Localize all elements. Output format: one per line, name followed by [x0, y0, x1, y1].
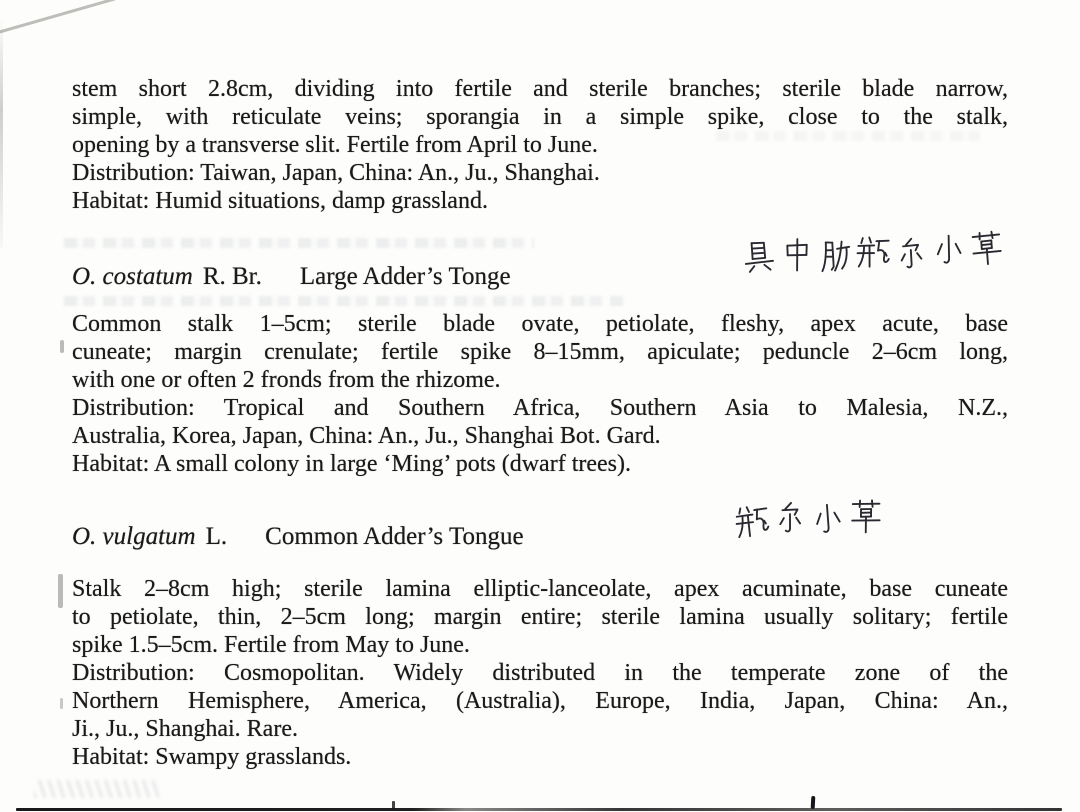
- description-paragraph-costatum: [72, 310, 1008, 478]
- text-line: Australia, Korea, Japan, China: An., Ju., Shanghai Bot. Gard.: [72, 423, 661, 449]
- bleed-through-ghost-handwriting: [34, 780, 159, 798]
- text-line: opening by a transverse slit. Fertile from April to June.: [72, 132, 598, 158]
- scan-artifact-left-edge: [0, 18, 3, 248]
- hanzi-glyph: [848, 494, 885, 540]
- hanzi-glyph: [930, 228, 967, 275]
- text-line: Stalk 2–8cm high; sterile lamina elliptic-lanceolate, apex acuminate, base cuneate: [72, 576, 1008, 602]
- hanzi-glyph: [739, 234, 779, 283]
- text-line: simple, with reticulate veins; sporangia in a simple spike, close to the stalk,: [72, 104, 1008, 130]
- scan-artifact-cutoff-stroke: [392, 801, 395, 809]
- description-paragraph-vulgatum: [72, 575, 1008, 771]
- text-line: Common stalk 1–5cm; sterile blade ovate, petiolate, fleshy, apex acute, base: [72, 311, 1008, 337]
- scan-artifact-cutoff-stroke: [811, 796, 816, 809]
- scan-artifact-bottom-cutoff-line: [16, 808, 1062, 811]
- hanzi-glyph: [855, 230, 892, 276]
- text-line: with one or often 2 fronds from the rhizome.: [72, 367, 501, 393]
- text-line: Habitat: Swampy grasslands.: [72, 744, 352, 770]
- text-line: stem short 2.8cm, dividing into fertile and sterile branches; sterile blade narrow,: [72, 76, 1008, 102]
- text-line: Distribution: Tropical and Southern Africa, Southern Asia to Malesia, N.Z.,: [72, 395, 1008, 421]
- hanzi-glyph: [808, 496, 847, 545]
- hanzi-glyph: [967, 224, 1006, 273]
- text-line: Distribution: Cosmopolitan. Widely distributed in the temperate zone of the: [72, 660, 1008, 686]
- scan-artifact-speck: [60, 340, 64, 353]
- text-line: spike 1.5–5cm. Fertile from May to June.: [72, 632, 470, 658]
- text-line: cuneate; margin crenulate; fertile spike 8–15mm, apiculate; peduncle 2–6cm long,: [72, 339, 1008, 365]
- species-authority: R. Br.: [202, 263, 262, 290]
- hanzi-glyph: [892, 231, 931, 279]
- species-authority: L.: [205, 523, 228, 550]
- scan-artifact-speck: [58, 574, 63, 608]
- text-line: Habitat: Humid situations, damp grassland.: [72, 188, 488, 214]
- species-common-name: Large Adder’s Tonge: [299, 263, 511, 290]
- text-line: Northern Hemisphere, America, (Australia), Europe, India, Japan, China: An.,: [72, 688, 1008, 714]
- bleed-through-ghost: [64, 238, 534, 248]
- hanzi-glyph: [772, 496, 808, 542]
- text-line: to petiolate, thin, 2–5cm long; margin entire; sterile lamina usually solitary; fertile: [72, 604, 1008, 630]
- hanzi-glyph: [732, 498, 772, 547]
- bleed-through-ghost: [716, 131, 980, 141]
- description-paragraph-1: [72, 75, 1008, 215]
- species-latin-name: O. vulgatum: [72, 523, 196, 550]
- scan-artifact-corner-fold: [0, 0, 116, 34]
- chinese-name-handwriting: [733, 494, 887, 546]
- text-line: Ji., Ju., Shanghai. Rare.: [72, 716, 298, 742]
- text-line: Habitat: A small colony in large ‘Ming’ pots (dwarf trees).: [72, 451, 631, 477]
- hanzi-glyph: [779, 232, 815, 278]
- bleed-through-ghost: [64, 296, 624, 306]
- scan-artifact-speck: [60, 698, 63, 709]
- species-latin-name: O. costatum: [72, 263, 193, 290]
- species-common-name: Common Adder’s Tongue: [265, 523, 524, 550]
- hanzi-glyph: [815, 232, 854, 281]
- text-line: Distribution: Taiwan, Japan, China: An., Ju., Shanghai.: [72, 160, 600, 186]
